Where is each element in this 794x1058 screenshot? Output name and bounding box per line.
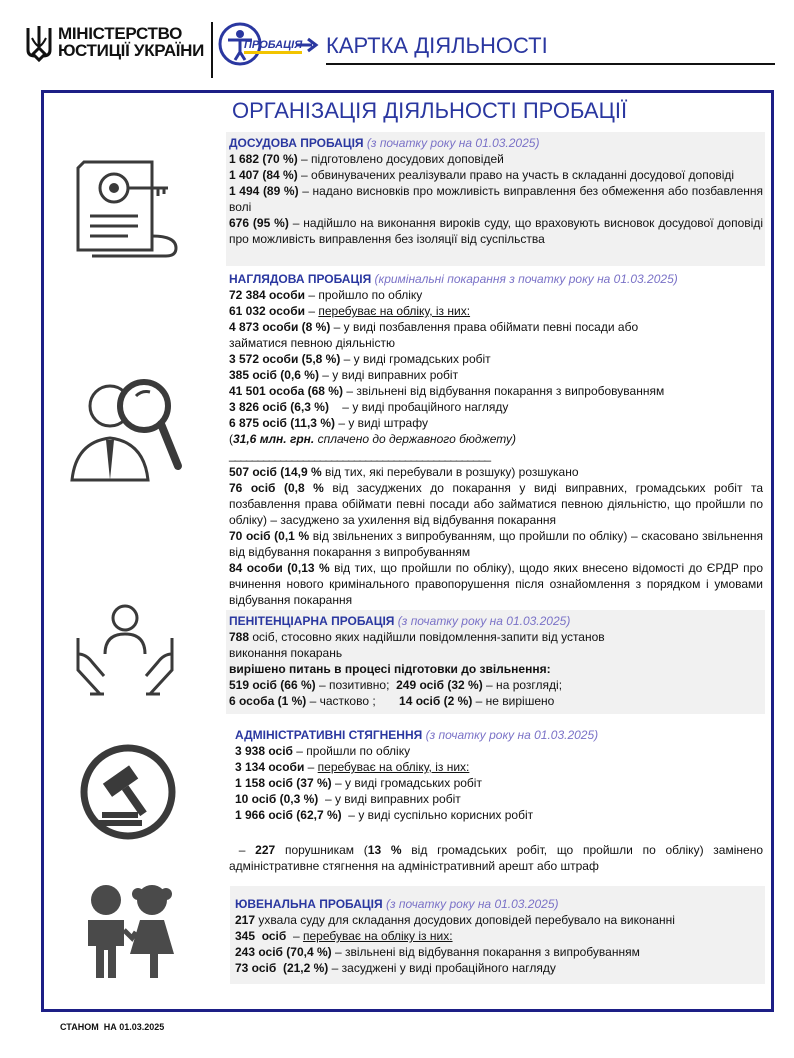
juvenile-registered-text: перебуває на обліку із них: [302, 929, 453, 943]
supervisory-heading-line [229, 271, 763, 287]
ministry-name [58, 25, 204, 59]
pretrial-item-text: – надійшло на виконання вироків суду, що враховують висновок досудової доповіді про можливість виправлення без ізоляції від суспільства [229, 216, 763, 246]
footer-label: СТАНОМ НА [60, 1022, 120, 1032]
administrative-replaced-text [229, 842, 763, 874]
resolved-title: вирішено питань в процесі підготовки до звільнення: [229, 662, 551, 676]
supervisory-item-value: 3 826 осіб (6,3 %) [229, 400, 329, 414]
penitentiary-heading-line [229, 613, 763, 629]
convicted-value: 76 осіб (0,8 % [229, 481, 324, 495]
pretrial-heading-line [229, 135, 763, 151]
supervisory-cancelled [229, 528, 763, 560]
pretrial-item-value: 1 682 (70 %) [229, 152, 298, 166]
header-divider [211, 22, 213, 78]
penitentiary-subheading: (з початку року на 01.03.2025) [397, 614, 571, 628]
juvenile-registered-dash: – [286, 929, 303, 943]
fine-note-text: сплачено до державного бюджету) [314, 432, 517, 446]
juvenile-item [235, 944, 761, 960]
supervisory-registered [229, 303, 763, 319]
supervisory-item-value: 385 осіб (0,6 %) [229, 368, 319, 382]
ministry-line-2: ЮСТИЦІЇ УКРАЇНИ [58, 41, 205, 60]
administrative-registered [235, 759, 763, 775]
supervisory-fine-note [229, 431, 763, 447]
erdr-value: 84 особи (0,13 % [229, 561, 330, 575]
children-icon [70, 880, 190, 980]
administrative-passed [235, 743, 763, 759]
convicted-text: від засуджених до покарання у виді виправних, громадських робіт та позбавлення права обіймати певні посади або займатися певною діяльністю, що пройшли по обліку) – засуджено за ухилення від відбування покарання [229, 481, 763, 527]
admin-item-value: 1 158 осіб (37 %) [235, 776, 332, 790]
supervisory-erdr [229, 560, 763, 608]
penitentiary-section [229, 613, 763, 709]
decisions-value: 217 [235, 913, 256, 927]
juvenile-decisions [235, 912, 761, 928]
juvenile-heading: ЮВЕНАЛЬНА ПРОБАЦІЯ [235, 897, 383, 911]
partial-value: 6 особа (1 %) [229, 694, 307, 708]
supervisory-convicted [229, 480, 763, 528]
unresolved-value: 14 осіб (2 %) [399, 694, 473, 708]
administrative-item [235, 791, 763, 807]
positive-value: 519 осіб (66 %) [229, 678, 316, 692]
admin-registered-text: перебуває на обліку, із них: [317, 760, 470, 774]
supervisory-item-text: – у виді виправних робіт [318, 368, 459, 382]
erdr-text: від тих, що пройшли по обліку), щодо яких внесено відомості до ЄРДР про вчинення нового кримінального правопорушення після ознайомлення з порядком і умовами відбування покарання [229, 561, 763, 607]
pretrial-subheading: (з початку року на 01.03.2025) [366, 136, 540, 150]
supervisory-registered-value: 61 032 особи [229, 304, 306, 318]
found-text: від тих, які перебували в розшуку) розшукано [321, 465, 579, 479]
pretrial-item-value: 676 (95 %) [229, 216, 289, 230]
gavel-icon [78, 742, 178, 842]
admin-passed-value: 3 938 осіб [235, 744, 293, 758]
pretrial-item-text: – обвинувачених реалізували право на участь в складанні досудової доповіді [297, 168, 735, 182]
hands-person-icon [70, 598, 180, 698]
replaced-value-2: 13 % [367, 843, 402, 857]
replaced-text-1: порушникам ( [275, 843, 368, 857]
juvenile-item [235, 960, 761, 976]
supervisory-subheading: (кримінальні покарання з початку року на 01.03.2025) [374, 272, 678, 286]
footer-date-line [60, 1022, 164, 1032]
supervisory-item [229, 399, 763, 415]
supervisory-registered-dash: – [305, 304, 319, 318]
juvenile-registered-value: 345 осіб [235, 929, 287, 943]
admin-passed-text: – пройшли по обліку [292, 744, 411, 758]
admin-item-text: – у виді виправних робіт [318, 792, 461, 806]
administrative-item [235, 807, 763, 823]
replaced-prefix: – [229, 843, 256, 857]
pretrial-item [229, 167, 763, 183]
penitentiary-resolved-title [229, 661, 763, 677]
administrative-heading: АДМІНІСТРАТИВНІ СТЯГНЕННЯ [235, 728, 423, 742]
fine-note-open: ( [229, 432, 233, 446]
pretrial-item-text: – підготовлено досудових доповідей [297, 152, 504, 166]
footer-date: 01.03.2025 [119, 1022, 165, 1032]
supervisory-item-value: 41 501 особа (68 %) [229, 384, 343, 398]
requests-value: 788 [229, 630, 250, 644]
supervisory-passed-value: 72 384 особи [229, 288, 306, 302]
pretrial-item [229, 183, 763, 215]
supervisory-item [229, 415, 763, 431]
supervisory-item-value: 3 572 особи (5,8 %) [229, 352, 341, 366]
admin-registered-dash: – [304, 760, 318, 774]
cancelled-value: 70 осіб (0,1 % [229, 529, 310, 543]
supervisory-registered-text: перебуває на обліку, із них: [318, 304, 471, 318]
unresolved-text: – не вирішено [472, 694, 555, 708]
card-title: КАРТКА ДІЯЛЬНОСТІ [326, 33, 548, 58]
supervisory-separator: ______________________________________________ [229, 448, 490, 462]
pretrial-item-value: 1 407 (84 %) [229, 168, 298, 182]
juvenile-item-text: – звільнені від відбування покарання з випробуванням [331, 945, 640, 959]
trident-icon [24, 24, 54, 64]
juvenile-subheading: (з початку року на 01.03.2025) [385, 897, 559, 911]
supervisory-heading: НАГЛЯДОВА ПРОБАЦІЯ [229, 272, 372, 286]
supervisory-item-text: – у виді позбавлення права обіймати певні посади або займатися певною діяльністю [229, 320, 639, 350]
magnifier-officer-icon [66, 370, 186, 485]
supervisory-found [229, 464, 763, 480]
juvenile-registered [235, 928, 761, 944]
admin-registered-value: 3 134 особи [235, 760, 305, 774]
supervisory-section-top [229, 271, 763, 463]
administrative-item [235, 775, 763, 791]
administrative-replaced [229, 842, 763, 874]
penitentiary-results-2 [229, 693, 763, 709]
pretrial-item-text: – надано висновків про можливість виправлення без обмеження або позбавлення волі [229, 184, 763, 214]
admin-item-value: 1 966 осіб (62,7 %) [235, 808, 342, 822]
ministry-line-1: МІНІСТЕРСТВО [58, 24, 183, 43]
supervisory-passed-text: – пройшло по обліку [305, 288, 423, 302]
admin-item-value: 10 осіб (0,3 %) [235, 792, 319, 806]
probation-logo [218, 22, 318, 68]
administrative-subheading: (з початку року на 01.03.2025) [425, 728, 599, 742]
pretrial-item-value: 1 494 (89 %) [229, 184, 299, 198]
juvenile-section [235, 896, 761, 976]
probation-logo-text: ПРОБАЦІЯ [244, 39, 302, 54]
supervisory-item-text: – у виді громадських робіт [340, 352, 491, 366]
header-underline [326, 63, 775, 65]
pretrial-item [229, 151, 763, 167]
penitentiary-heading: ПЕНІТЕНЦІАРНА ПРОБАЦІЯ [229, 614, 395, 628]
administrative-heading-line [235, 727, 763, 743]
review-text: – на розгляді; [482, 678, 563, 692]
supervisory-item [229, 383, 763, 399]
supervisory-item [229, 367, 763, 383]
supervisory-item-text: – у виді пробаційного нагляду [328, 400, 509, 414]
pretrial-heading: ДОСУДОВА ПРОБАЦІЯ [229, 136, 364, 150]
document-target-key-icon [72, 150, 182, 260]
administrative-section [235, 727, 763, 823]
supervisory-section-bottom [229, 464, 763, 608]
requests-text: осіб, стосовно яких надійшли повідомлення-запити від установ виконання покарань [229, 630, 605, 660]
pretrial-section [229, 135, 763, 247]
supervisory-item-text: – у виді штрафу [334, 416, 428, 430]
supervisory-item-value: 4 873 особи (8 %) [229, 320, 331, 334]
logo-arrow-icon [296, 37, 320, 53]
replaced-text-2: від громадських робіт, що пройшли по обліку) замінено адміністративне стягнення на адміністративний арешт або штраф [229, 843, 764, 873]
main-title: ОРГАНІЗАЦІЯ ДІЯЛЬНОСТІ ПРОБАЦІЇ [232, 98, 628, 123]
supervisory-item [229, 351, 763, 367]
supervisory-passed [229, 287, 763, 303]
admin-item-text: – у виді суспільно корисних робіт [341, 808, 534, 822]
fine-note-value: 31,6 млн. грн. [233, 432, 315, 446]
penitentiary-results-1 [229, 677, 763, 693]
replaced-value: 227 [255, 843, 276, 857]
penitentiary-requests [229, 629, 659, 661]
juvenile-item-value: 73 осіб (21,2 %) [235, 961, 329, 975]
supervisory-item [229, 319, 669, 351]
supervisory-item-text: – звільнені від відбування покарання з випробовуванням [342, 384, 665, 398]
admin-item-text: – у виді громадських робіт [331, 776, 482, 790]
partial-text: – частково ; [306, 694, 400, 708]
review-value: 249 осіб (32 %) [396, 678, 483, 692]
positive-text: – позитивно; [315, 678, 397, 692]
pretrial-item [229, 215, 763, 247]
juvenile-item-value: 243 осіб (70,4 %) [235, 945, 332, 959]
supervisory-item-value: 6 875 осіб (11,3 %) [229, 416, 335, 430]
cancelled-text: від звільнених з випробуванням, що пройшли по обліку) – скасовано звільнення від відбування покарання з випробуванням [229, 529, 763, 559]
juvenile-heading-line [235, 896, 761, 912]
decisions-text: ухвала суду для складання досудових доповідей перебувало на виконанні [255, 913, 675, 927]
juvenile-item-text: – засуджені у виді пробаційного нагляду [328, 961, 556, 975]
found-value: 507 осіб (14,9 % [229, 465, 322, 479]
